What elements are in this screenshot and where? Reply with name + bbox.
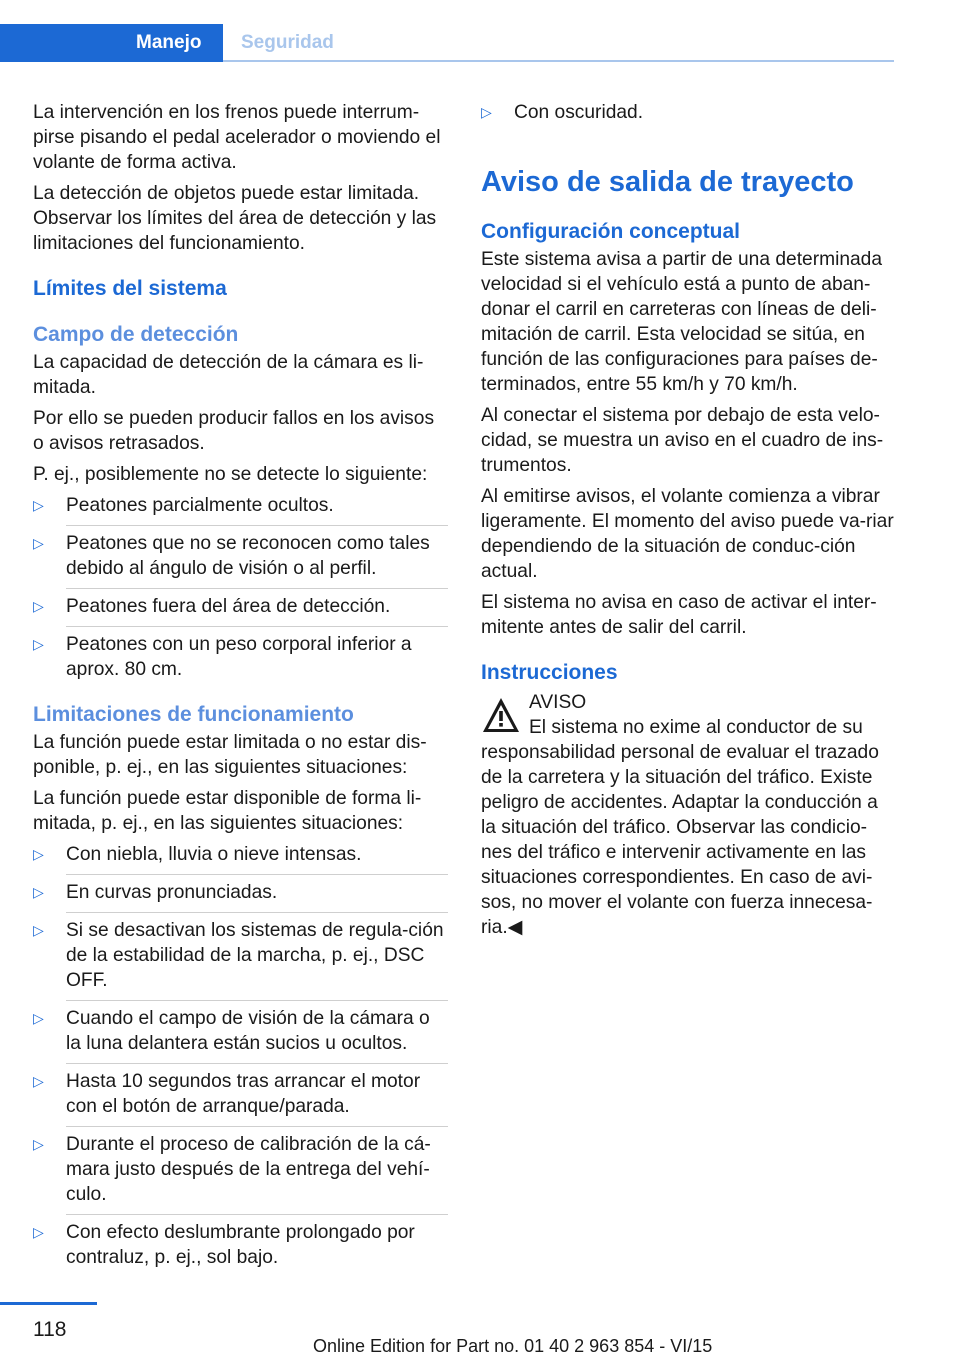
header-rule [223, 60, 894, 62]
bullet-list [33, 842, 448, 1270]
list-item: ▷ Si se desactivan los sistemas de regula-ción de la estabilidad de la marcha, p. ej., DSC OFF. [33, 918, 448, 1001]
list-item: ▷ Peatones fuera del área de detección. [33, 594, 448, 627]
paragraph: Este sistema avisa a partir de una determinada velocidad si el vehículo está a punto de aban-donar el carril en carreteras con líneas de deli-mitación de carril. Esta velocidad se sitúa, en función de las configuraciones para países de-terminados, entre 55 km/h y 70 km/h. [481, 249, 883, 395]
paragraph: Al emitirse avisos, el volante comienza a vibrar ligeramente. El momento del aviso puede va-riar dependiendo de la situación de conduc-ción actual. [481, 486, 894, 582]
paragraph: El sistema no avisa en caso de activar el inter-mitente antes de salir del carril. [481, 592, 877, 638]
chapter-title: Aviso de salida de trayecto [481, 166, 854, 198]
list-item: ▷ Durante el proceso de calibración de la cá-mara justo después de la entrega del vehí-culo. [33, 1132, 448, 1215]
paragraph: Al conectar el sistema por debajo de esta velo-cidad, se muestra un aviso en el cuadro de ins-trumentos. [481, 405, 884, 476]
page-number: 118 [33, 1318, 67, 1341]
triangle-bullet-icon: ▷ [33, 1073, 44, 1089]
warning-triangle-icon [481, 696, 521, 734]
paragraph: P. ej., posiblemente no se detecte lo siguiente: [33, 464, 428, 485]
warning-title: AVISO [529, 692, 587, 713]
triangle-bullet-icon: ▷ [33, 497, 44, 513]
triangle-bullet-icon: ▷ [33, 535, 44, 551]
right-column [481, 100, 896, 946]
paragraph: La función puede estar disponible de forma li-mitada, p. ej., en las siguientes situaciones: [33, 788, 422, 834]
tab-manejo[interactable]: Manejo [0, 24, 223, 62]
subheading-function-limits: Limitaciones de funcionamiento [33, 703, 354, 726]
list-item: ▷ Peatones parcialmente ocultos. [33, 493, 448, 526]
paragraph: La intervención en los frenos puede interrum-pirse pisando el pedal acelerador o moviendo el volante de forma activa. [33, 102, 441, 173]
triangle-bullet-icon: ▷ [33, 598, 44, 614]
paragraph: La capacidad de detección de la cámara es li-mitada. [33, 352, 424, 398]
section-heading-concept: Configuración conceptual [481, 220, 741, 243]
triangle-bullet-icon: ▷ [33, 846, 44, 862]
list-item: ▷ Con oscuridad. [481, 102, 644, 123]
list-item: ▷ Con niebla, lluvia o nieve intensas. [33, 842, 448, 875]
section-heading-limits: Límites del sistema [33, 277, 227, 300]
edition-note: Online Edition for Part no. 01 40 2 963 854 - VI/15 [313, 1336, 713, 1356]
tab-seguridad[interactable]: Seguridad [241, 32, 334, 53]
paragraph: La detección de objetos puede estar limitada. Observar los límites del área de detección y las limitaciones del funcionamiento. [33, 183, 437, 254]
triangle-bullet-icon: ▷ [33, 1136, 44, 1152]
bullet-list [481, 100, 896, 125]
warning-block [481, 690, 896, 715]
list-item: ▷ Peatones que no se reconocen como tales debido al ángulo de visión o al perfil. [33, 531, 448, 589]
section-heading-instructions: Instrucciones [481, 661, 618, 684]
triangle-bullet-icon: ▷ [33, 884, 44, 900]
header-tabs [0, 0, 960, 62]
left-column [33, 100, 448, 1276]
list-item: ▷ Hasta 10 segundos tras arrancar el motor con el botón de arranque/parada. [33, 1069, 448, 1127]
warning-text: El sistema no exime al conductor de su responsabilidad personal de evaluar el trazado de la carretera y la situación del tráfico. Existe peligro de accidentes. Adaptar la conducción a la situación del tráfico. Observar las condicio-nes del tráfico e intervenir activamente en las situaciones correspondientes. En caso de avi-sos, no mover el volante con fuerza innecesa-ria.◀ [481, 717, 879, 938]
list-item: ▷ Peatones con un peso corporal inferior a aprox. 80 cm. [33, 634, 412, 680]
triangle-bullet-icon: ▷ [33, 636, 44, 652]
paragraph: Por ello se pueden producir fallos en los avisos o avisos retrasados. [33, 408, 435, 454]
subheading-detection-field: Campo de detección [33, 323, 239, 346]
list-item: ▷ Cuando el campo de visión de la cámara o la luna delantera están sucios u ocultos. [33, 1006, 448, 1064]
triangle-bullet-icon: ▷ [33, 1224, 44, 1240]
triangle-bullet-icon: ▷ [33, 922, 44, 938]
footer-rule [0, 1302, 97, 1305]
paragraph: La función puede estar limitada o no estar dis-ponible, p. ej., en las siguientes situaciones: [33, 732, 427, 778]
bullet-list [33, 493, 448, 682]
list-item: ▷ En curvas pronunciadas. [33, 880, 448, 913]
triangle-bullet-icon: ▷ [481, 104, 492, 120]
list-item: ▷ Con efecto deslumbrante prolongado por contraluz, p. ej., sol bajo. [33, 1222, 415, 1268]
triangle-bullet-icon: ▷ [33, 1010, 44, 1026]
